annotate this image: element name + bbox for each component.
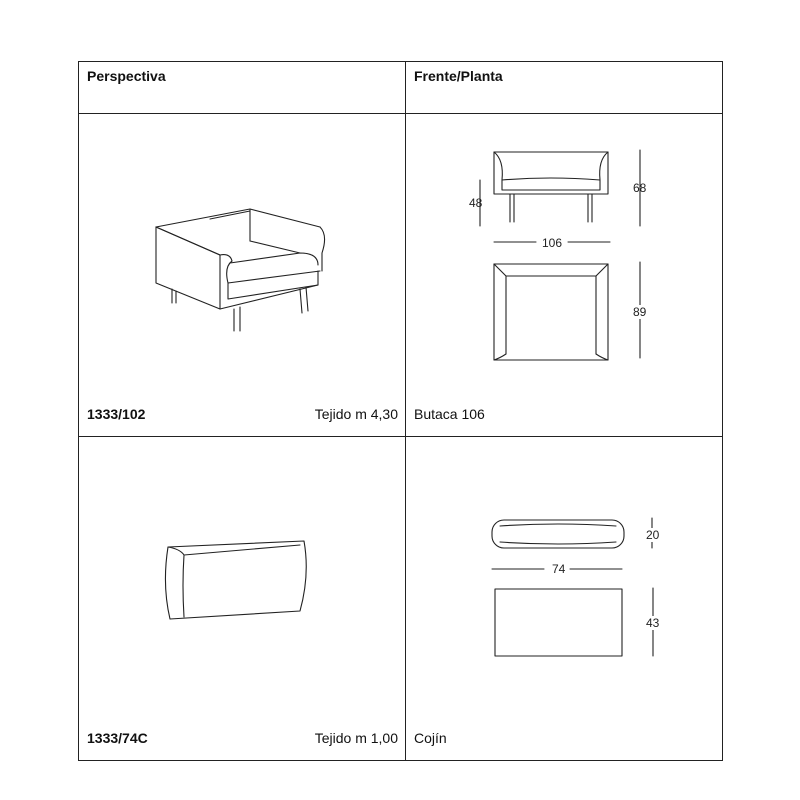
row1-code: 1333/102 bbox=[87, 406, 146, 422]
header-divider bbox=[78, 113, 723, 114]
armchair-front-dim-lines-icon bbox=[480, 150, 660, 260]
cushion-perspective-icon bbox=[160, 535, 310, 627]
dim-cushion-width: 74 bbox=[552, 562, 566, 576]
armchair-perspective-icon bbox=[150, 205, 330, 335]
header-perspectiva: Perspectiva bbox=[87, 68, 166, 84]
row-divider bbox=[78, 436, 723, 437]
row1-name: Butaca 106 bbox=[414, 406, 485, 422]
dim-height: 68 bbox=[633, 181, 647, 195]
dim-depth: 89 bbox=[633, 305, 647, 319]
dim-cushion-depth: 43 bbox=[646, 616, 660, 630]
header-frente-planta: Frente/Planta bbox=[414, 68, 503, 84]
dim-thickness: 20 bbox=[646, 528, 660, 542]
dim-seat-height: 48 bbox=[469, 196, 483, 210]
table-bottom-rule bbox=[78, 760, 723, 761]
column-divider bbox=[405, 61, 406, 761]
row2-fabric: Tejido m 1,00 bbox=[314, 730, 398, 746]
row2-name: Cojín bbox=[414, 730, 447, 746]
cushion-front-icon bbox=[490, 518, 626, 552]
cushion-plan-icon bbox=[492, 586, 626, 660]
dim-width: 106 bbox=[542, 236, 563, 250]
armchair-plan-icon bbox=[490, 260, 612, 365]
row2-code: 1333/74C bbox=[87, 730, 148, 746]
row1-fabric: Tejido m 4,30 bbox=[314, 406, 398, 422]
